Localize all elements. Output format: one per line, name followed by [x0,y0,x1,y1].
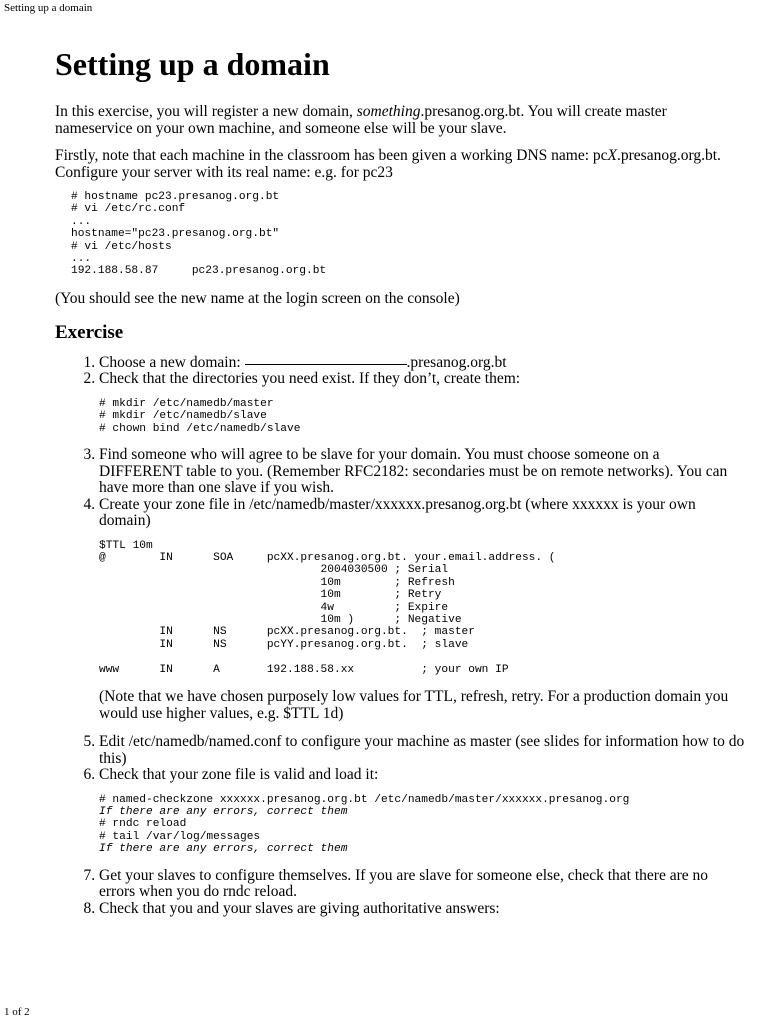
domain-blank-line [245,363,407,365]
code-comment: If there are any errors, correct them [99,843,348,856]
page-indicator: 1 of 2 [4,1006,30,1018]
firstly-italic: X [607,147,618,164]
firstly-text-start: Firstly, note that each machine in the classroom has been given a working DNS name: pc [55,147,608,164]
step-1 [99,355,745,372]
zone-file-code-block: $TTL 10m @ IN SOA pcXX.presanog.org.bt. your.email.address. ( 2004030500 ; Serial 10m ; Refresh 10m ; Retry 4w ; Expire 10m ) ; Negative IN NS pcXX.presanog.org.bt. ; master IN NS pcYY.presanog.org.bt. ; slave www IN A 192.188.58.xx ; your own IP [99,539,556,676]
step-4 [99,497,745,722]
step-7 [99,868,745,901]
code-line: # named-checkzone xxxxxx.presanog.org.bt /etc/namedb/master/xxxxxx.presanog.org [99,793,630,806]
code-comment: If there are any errors, correct them [99,805,348,818]
document-body [55,44,745,917]
firstly-paragraph [55,147,745,181]
step-6 [99,767,745,856]
mkdir-code-block: # mkdir /etc/namedb/master # mkdir /etc/namedb/slave # chown bind /etc/namedb/slave [99,397,301,435]
page-title: Setting up a domain [55,46,330,82]
running-header: Setting up a domain [4,2,93,14]
intro-paragraph [55,103,745,137]
checkzone-code-block [99,794,745,856]
step-7-text: Get your slaves to configure themselves. If you are slave for someone else, check that there are no errors when you do rndc reload. [99,866,709,901]
step-2 [99,371,745,435]
login-note: (You should see the new name at the login screen on the console) [55,289,460,307]
step-8 [99,901,745,918]
step-8-text: Check that you and your slaves are giving authoritative answers: [99,899,500,917]
step-4-text: Create your zone file in /etc/namedb/master/xxxxxx.presanog.org.bt (where xxxxxx is your own domain) [99,495,696,530]
step-2-text: Check that the directories you need exist. If they don’t, create them: [99,370,521,388]
hostname-code-block: # hostname pc23.presanog.org.bt # vi /etc/rc.conf ... hostname="pc23.presanog.org.bt" # vi /etc/hosts ... 192.188.58.87 pc23.presanog.org.bt [71,191,327,278]
exercise-steps [55,355,745,917]
step-6-text: Check that your zone file is valid and load it: [99,766,379,784]
code-line: # rndc reload [99,818,187,831]
step-1-suffix: .presanog.org.bt [406,353,507,371]
step-5-text: Edit /etc/namedb/named.conf to configure your machine as master (see slides for information how to do this) [99,733,745,767]
firstly-text-end: .presanog.org.bt. Configure your server with its real name: e.g. for pc23 [55,147,721,181]
code-line: # tail /var/log/messages [99,830,261,843]
step-3 [99,447,745,497]
step-5 [99,734,745,767]
intro-text-end: .presanog.org.bt. You will create master nameservice on your own machine, and someone else will be your slave. [55,103,667,137]
step-1-text: Choose a new domain: [99,353,245,371]
ttl-note: (Note that we have chosen purposely low values for TTL, refresh, retry. For a production domain you would use higher values, e.g. $TTL 1d) [99,688,729,723]
intro-text-start: In this exercise, you will register a new domain, [55,103,357,120]
step-3-text: Find someone who will agree to be slave for your domain. You must choose someone on a DIFFERENT table to you. (Remember RFC2182: secondaries must be on remote networks). You can have more than one slave if you wish. [99,446,728,497]
exercise-heading: Exercise [55,321,124,343]
intro-italic: something [356,103,421,120]
